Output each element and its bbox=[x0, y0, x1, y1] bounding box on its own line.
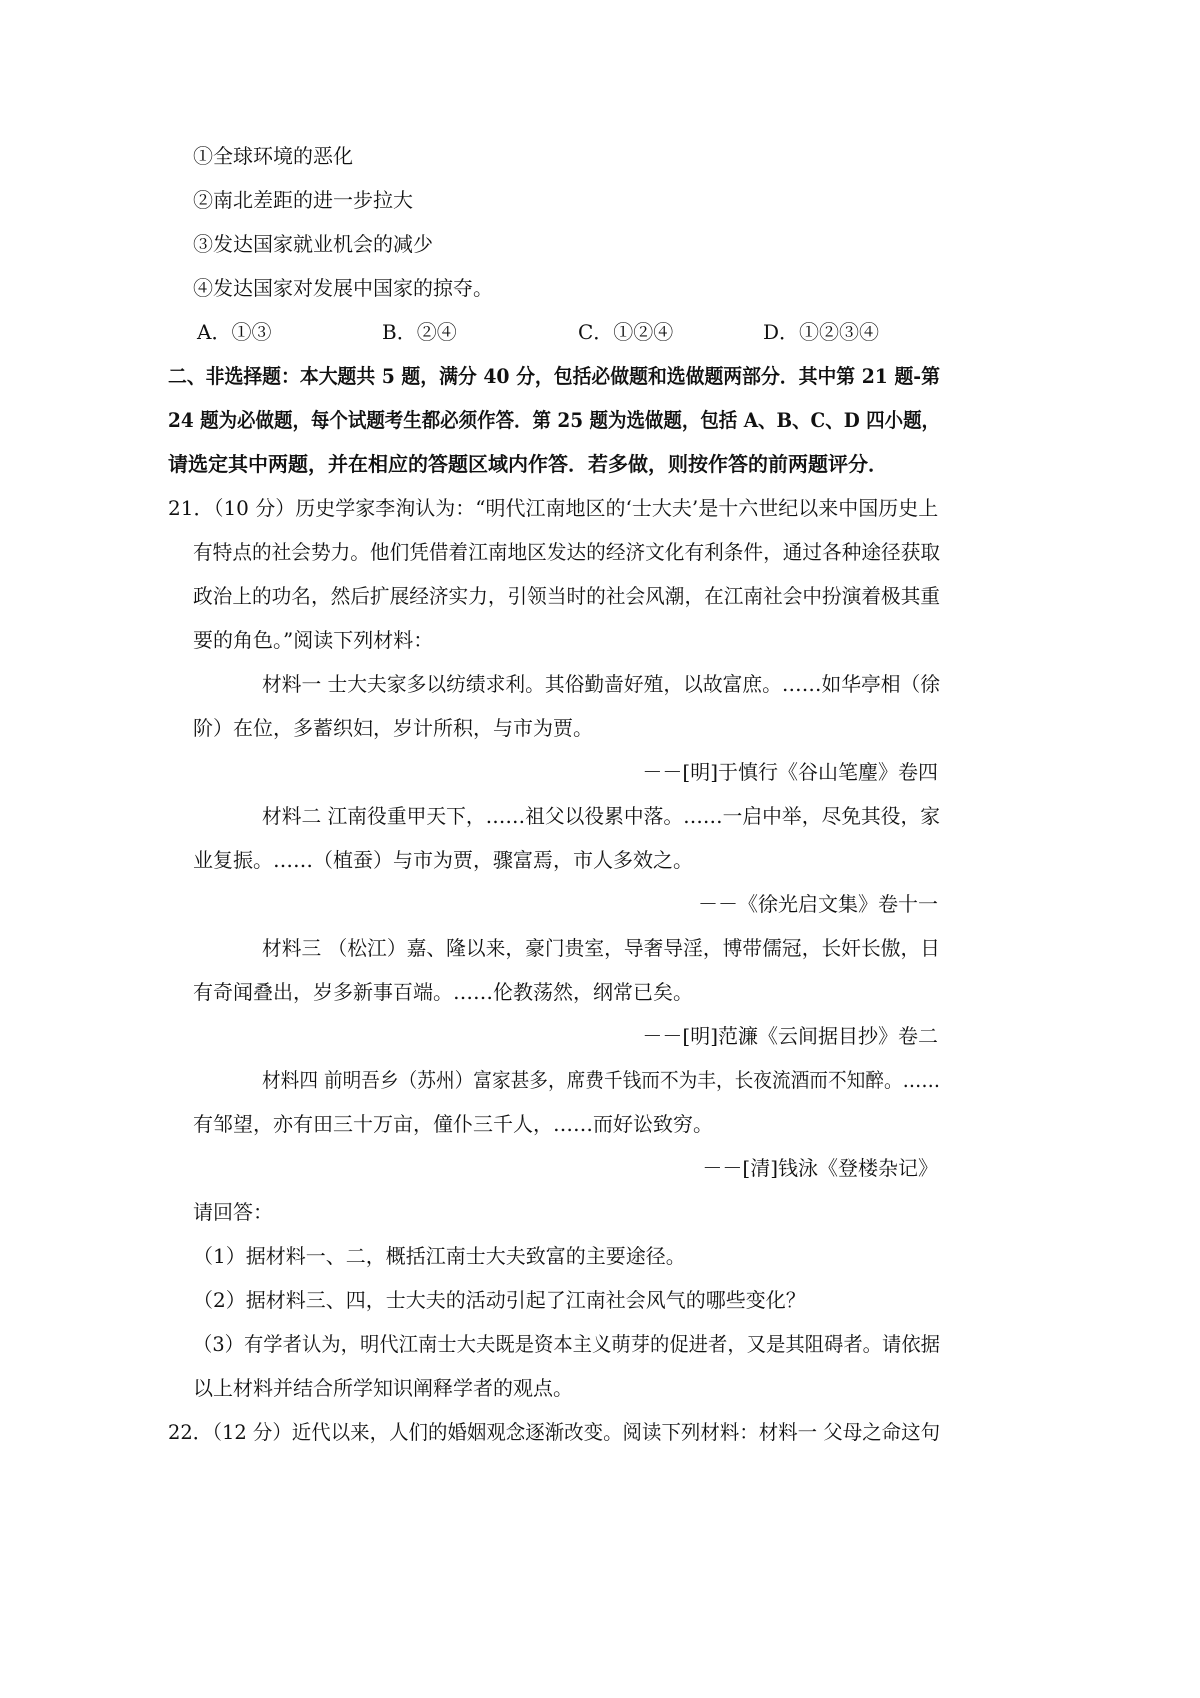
material-1-line-2: 阶）在位，多蓄织妇，岁计所积，与市为贾。 bbox=[193, 716, 593, 740]
statement-3: ③发达国家就业机会的减少 bbox=[193, 232, 433, 256]
material-3-line-1: 材料三 （松江）嘉、隆以来，豪门贵室，导奢导淫，博带儒冠，长奸长傲，日 bbox=[262, 936, 940, 960]
q22-line-1: 22．（12 分）近代以来，人们的婚姻观念逐渐改变。阅读下列材料：材料一 父母之命这句 bbox=[168, 1420, 941, 1444]
q21-intro-2: 有特点的社会势力。他们凭借着江南地区发达的经济文化有利条件，通过各种途径获取 bbox=[193, 540, 941, 564]
q21-intro-1: 21．（10 分）历史学家李洵认为：“明代江南地区的‘士大夫’是十六世纪以来中国历史上 bbox=[168, 496, 939, 520]
section2-line-1: 二、非选择题：本大题共 5 题，满分 40 分，包括必做题和选做题两部分．其中第 21 题-第 bbox=[168, 364, 940, 388]
material-1-source: －－[明]于慎行《谷山笔麈》卷四 bbox=[642, 760, 938, 784]
material-3-line-2: 有奇闻叠出，岁多新事百端。……伦教荡然，纲常已矣。 bbox=[193, 980, 693, 1004]
option-b: B．②④ bbox=[382, 320, 457, 344]
material-3-source: －－[明]范濂《云间据目抄》卷二 bbox=[642, 1024, 938, 1048]
option-d: D．①②③④ bbox=[763, 320, 880, 344]
q21-sub-4: 以上材料并结合所学知识阐释学者的观点。 bbox=[193, 1376, 573, 1400]
q21-ask: 请回答： bbox=[193, 1200, 273, 1224]
option-c: C．①②④ bbox=[578, 320, 674, 344]
material-2-line-2: 业复振。……（植蚕）与市为贾，骤富焉，市人多效之。 bbox=[193, 848, 693, 872]
section2-line-2: 24 题为必做题，每个试题考生都必须作答．第 25 题为选做题，包括 A、B、C、D 四小题， bbox=[168, 408, 941, 432]
statement-4: ④发达国家对发展中国家的掠夺。 bbox=[193, 276, 493, 300]
q21-sub-1: （1）据材料一、二，概括江南士大夫致富的主要途径。 bbox=[193, 1244, 686, 1268]
material-2-line-1: 材料二 江南役重甲天下，……祖父以役累中落。……一启中举，尽免其役，家 bbox=[262, 804, 940, 828]
section2-line-3: 请选定其中两题，并在相应的答题区域内作答．若多做，则按作答的前两题评分． bbox=[168, 452, 888, 476]
statement-2: ②南北差距的进一步拉大 bbox=[193, 188, 413, 212]
material-4-line-1: 材料四 前明吾乡（苏州）富家甚多，席费千钱而不为丰，长夜流酒而不知醉。…… bbox=[262, 1068, 940, 1092]
statement-1: ①全球环境的恶化 bbox=[193, 144, 353, 168]
option-a: A．①③ bbox=[197, 320, 272, 344]
material-1-line-1: 材料一 士大夫家多以纺绩求利。其俗勤啬好殖，以故富庶。……如华亭相（徐 bbox=[262, 672, 940, 696]
material-4-line-2: 有邹望，亦有田三十万亩，僮仆三千人，……而好讼致穷。 bbox=[193, 1112, 713, 1136]
q21-intro-4: 要的角色。”阅读下列材料： bbox=[193, 628, 434, 652]
q21-sub-2: （2）据材料三、四，士大夫的活动引起了江南社会风气的哪些变化？ bbox=[193, 1288, 806, 1312]
material-4-source: －－[清]钱泳《登楼杂记》 bbox=[702, 1156, 938, 1180]
q21-sub-3: （3）有学者认为，明代江南士大夫既是资本主义萌芽的促进者，又是其阻碍者。请依据 bbox=[193, 1332, 941, 1356]
q21-intro-3: 政治上的功名，然后扩展经济实力，引领当时的社会风潮，在江南社会中扮演着极其重 bbox=[193, 584, 941, 608]
material-2-source: －－《徐光启文集》卷十一 bbox=[698, 892, 938, 916]
